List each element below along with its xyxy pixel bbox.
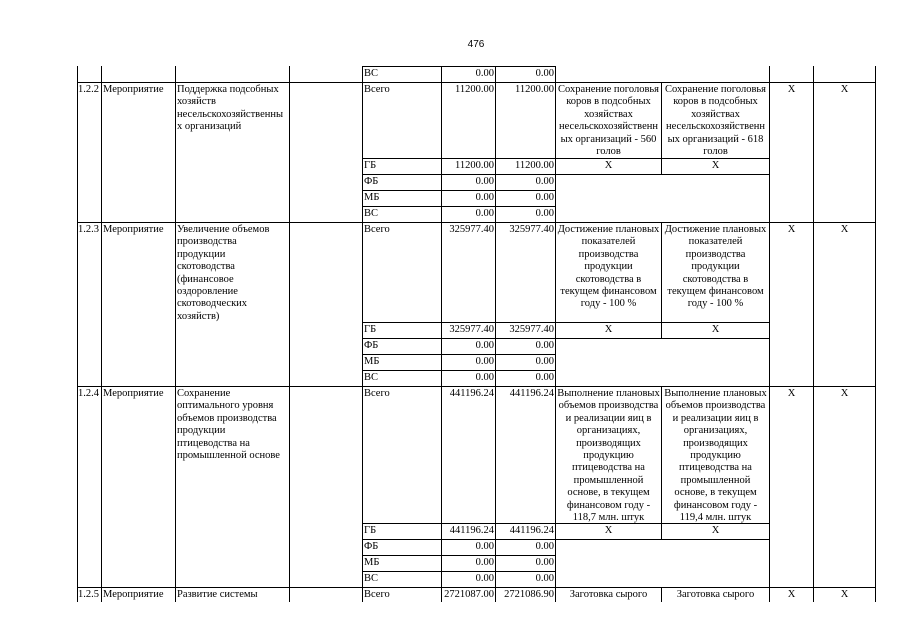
amount-1-cell: 11200.00 (441, 158, 496, 175)
amount-2-cell: 11200.00 (495, 82, 556, 159)
indicator-1-cell: X (769, 82, 814, 223)
result-1-cell: Достижение плановых показателей производства продукции скотоводства в текущем финансовом году - 100 % (555, 222, 662, 323)
indicator-1-cell: X (769, 386, 814, 588)
blank-result-cell (555, 539, 770, 588)
amount-2-cell: 0.00 (495, 555, 556, 572)
amount-1-cell: 0.00 (441, 370, 496, 387)
funding-source-cell: ВС (362, 571, 442, 588)
funding-source-cell: Всего (362, 222, 442, 323)
measure-type-cell: Мероприятие (101, 587, 176, 602)
funding-source-cell: ФБ (362, 174, 442, 191)
blank-cell (289, 386, 363, 588)
funding-source-cell: ГБ (362, 523, 442, 540)
result-2-cell: Выполнение плановых объемов производства и реализации яиц в организациях, производящих продукцию птицеводства на промышленной основе, в текущем финансовом году - 119,4 млн. штук (661, 386, 770, 524)
amount-1-cell: 0.00 (441, 338, 496, 355)
indicator-2-cell: X (813, 587, 876, 602)
result-2-cell: X (661, 322, 770, 339)
amount-1-cell: 325977.40 (441, 222, 496, 323)
funding-source-cell: Всего (362, 587, 442, 602)
amount-1-cell: 0.00 (441, 206, 496, 223)
measure-description-cell (175, 66, 290, 83)
measure-number-cell: 1.2.2 (77, 82, 102, 223)
amount-1-cell: 0.00 (441, 190, 496, 207)
result-1-cell: X (555, 523, 662, 540)
indicator-1-cell: X (769, 222, 814, 387)
measure-number-cell: 1.2.4 (77, 386, 102, 588)
measure-type-cell (101, 66, 176, 83)
measure-type-cell: Мероприятие (101, 386, 176, 588)
indicator-1-cell: X (769, 587, 814, 602)
result-2-cell: X (661, 158, 770, 175)
blank-result-cell (555, 174, 770, 223)
amount-1-cell: 11200.00 (441, 82, 496, 159)
blank-result-cell (555, 338, 770, 387)
indicator-1-cell (769, 66, 814, 83)
amount-2-cell: 441196.24 (495, 523, 556, 540)
result-1-cell: Сохранение поголовья коров в подсобных хозяйствах несельскохозяйственн ых организаций - 560 голов (555, 82, 662, 159)
indicator-2-cell: X (813, 82, 876, 223)
amount-1-cell: 0.00 (441, 354, 496, 371)
amount-2-cell: 0.00 (495, 370, 556, 387)
funding-source-cell: Всего (362, 82, 442, 159)
measure-description-cell: Сохранение оптимального уровня объемов производства продукции птицеводства на промышленной основе (175, 386, 290, 588)
result-1-cell: Заготовка сырого (555, 587, 662, 602)
result-2-cell: Заготовка сырого (661, 587, 770, 602)
funding-source-cell: ВС (362, 370, 442, 387)
result-1-cell: X (555, 158, 662, 175)
result-1-cell: X (555, 322, 662, 339)
amount-1-cell: 441196.24 (441, 386, 496, 524)
amount-2-cell: 0.00 (495, 66, 556, 83)
budget-table (77, 66, 875, 601)
measure-number-cell: 1.2.3 (77, 222, 102, 387)
indicator-2-cell: X (813, 386, 876, 588)
result-2-cell: Сохранение поголовья коров в подсобных хозяйствах несельскохозяйственн ых организаций - 618 голов (661, 82, 770, 159)
blank-cell (289, 82, 363, 223)
amount-1-cell: 0.00 (441, 539, 496, 556)
funding-source-cell: МБ (362, 354, 442, 371)
page-number: 476 (467, 39, 485, 50)
indicator-2-cell (813, 66, 876, 83)
amount-1-cell: 441196.24 (441, 523, 496, 540)
funding-source-cell: Всего (362, 386, 442, 524)
amount-1-cell: 325977.40 (441, 322, 496, 339)
funding-source-cell: МБ (362, 190, 442, 207)
funding-source-cell: МБ (362, 555, 442, 572)
blank-cell (289, 587, 363, 602)
measure-description-cell: Развитие системы (175, 587, 290, 602)
amount-2-cell: 0.00 (495, 338, 556, 355)
amount-1-cell: 0.00 (441, 66, 496, 83)
measure-description-cell: Увеличение объемов производства продукции скотоводства (финансовое оздоровление скотоводческих хозяйств) (175, 222, 290, 387)
amount-1-cell: 0.00 (441, 571, 496, 588)
amount-2-cell: 325977.40 (495, 322, 556, 339)
funding-source-cell: ГБ (362, 158, 442, 175)
measure-number-cell (77, 66, 102, 83)
blank-cell (289, 222, 363, 387)
measure-type-cell: Мероприятие (101, 82, 176, 223)
result-1-cell: Выполнение плановых объемов производства и реализации яиц в организациях, производящих продукцию птицеводства на промышленной основе, в текущем финансовом году - 118,7 млн. штук (555, 386, 662, 524)
funding-source-cell: ВС (362, 206, 442, 223)
amount-1-cell: 0.00 (441, 555, 496, 572)
measure-number-cell: 1.2.5 (77, 587, 102, 602)
amount-2-cell: 11200.00 (495, 158, 556, 175)
amount-2-cell: 325977.40 (495, 222, 556, 323)
amount-2-cell: 2721086.90 (495, 587, 556, 602)
amount-2-cell: 0.00 (495, 571, 556, 588)
blank-result-cell (555, 66, 770, 83)
amount-1-cell: 0.00 (441, 174, 496, 191)
indicator-2-cell: X (813, 222, 876, 387)
funding-source-cell: ФБ (362, 539, 442, 556)
amount-2-cell: 0.00 (495, 190, 556, 207)
funding-source-cell: ФБ (362, 338, 442, 355)
blank-cell (289, 66, 363, 83)
amount-2-cell: 0.00 (495, 174, 556, 191)
amount-2-cell: 0.00 (495, 206, 556, 223)
amount-2-cell: 0.00 (495, 354, 556, 371)
funding-source-cell: ВС (362, 66, 442, 83)
amount-2-cell: 0.00 (495, 539, 556, 556)
funding-source-cell: ГБ (362, 322, 442, 339)
result-2-cell: Достижение плановых показателей производства продукции скотоводства в текущем финансовом году - 100 % (661, 222, 770, 323)
amount-2-cell: 441196.24 (495, 386, 556, 524)
measure-description-cell: Поддержка подсобных хозяйств несельскохозяйственны х организаций (175, 82, 290, 223)
amount-1-cell: 2721087.00 (441, 587, 496, 602)
measure-type-cell: Мероприятие (101, 222, 176, 387)
result-2-cell: X (661, 523, 770, 540)
